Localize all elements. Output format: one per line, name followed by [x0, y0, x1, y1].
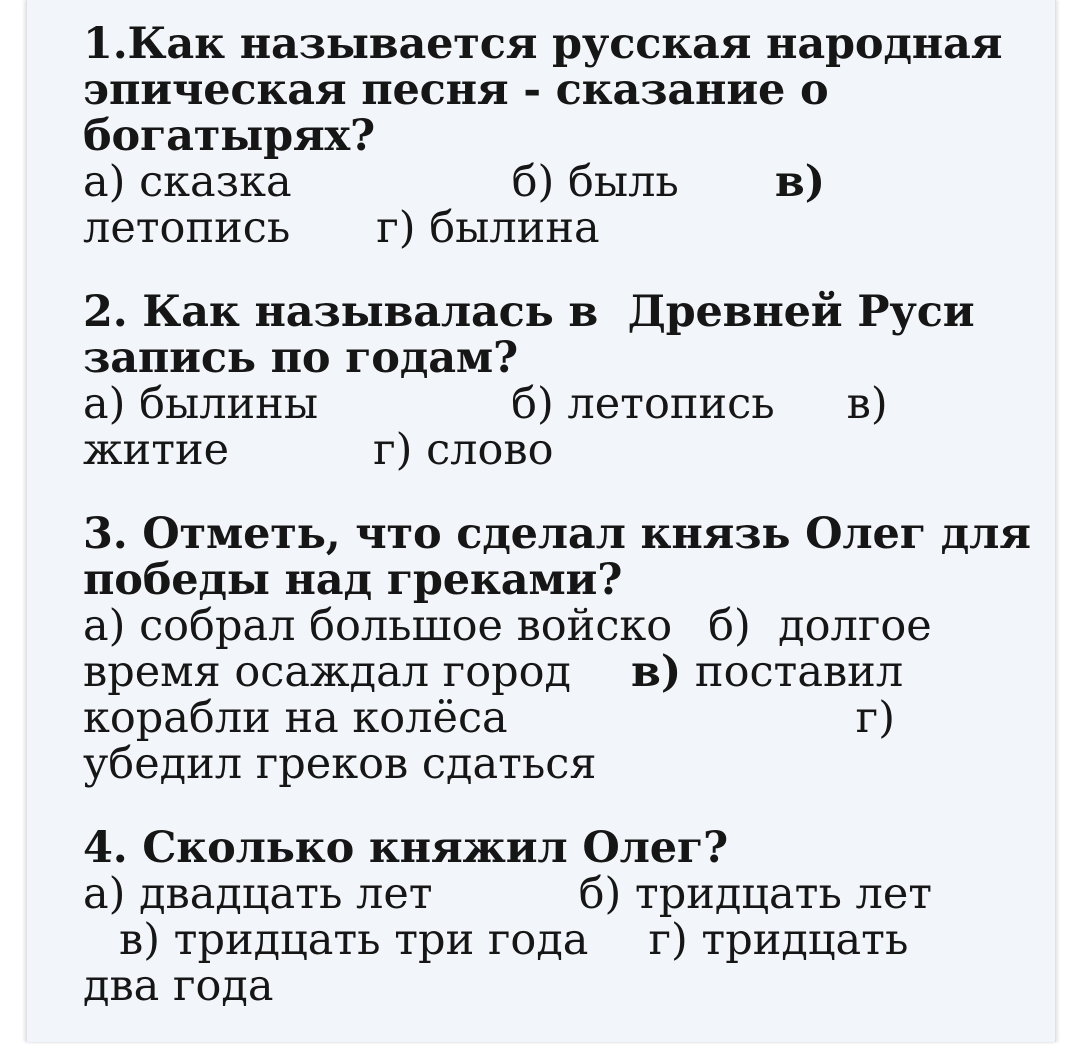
question-title-line: 3. Отметь, что сделал князь Олег для — [83, 509, 1031, 559]
question-title-line: 4. Сколько княжил Олег? — [83, 823, 728, 873]
answer-line — [83, 603, 1003, 649]
question-title-line: запись по годам? — [83, 333, 519, 383]
answer-line — [83, 159, 1003, 205]
answer-b: б) летопись — [511, 379, 775, 429]
answer-a: а) двадцать лет — [83, 869, 433, 919]
question-3 — [83, 509, 1031, 789]
question-4-title — [83, 825, 1003, 871]
answer-c-letter: в) — [631, 647, 682, 697]
question-2 — [83, 289, 1003, 473]
answer-a: а) собрал большое войско — [83, 601, 673, 651]
question-1-title — [83, 21, 1003, 159]
quiz-content — [83, 19, 1031, 1047]
question-2-title — [83, 289, 1003, 381]
document-page — [26, 0, 1056, 1042]
answer-line — [83, 871, 1003, 917]
answer-line — [83, 963, 1003, 1009]
answer-d: г) тридцать — [648, 915, 909, 965]
answer-c-text: поставил — [694, 647, 904, 697]
answer-d: г) слово — [373, 425, 554, 475]
answer-c-cont: корабли на колёса — [83, 693, 508, 743]
answer-c: в) тридцать три года — [119, 915, 589, 965]
answer-line — [83, 649, 1003, 695]
question-title-line: 2. Как называлась в Древней Руси — [83, 287, 975, 337]
answer-c-letter: в) — [774, 157, 826, 207]
answer-d-text: убедил греков сдаться — [83, 739, 597, 789]
answer-c-letter: в) — [846, 379, 888, 429]
answer-c-text: летопись — [83, 203, 291, 253]
answer-b: б) долгое — [708, 601, 932, 651]
answer-d-letter: г) — [855, 693, 895, 743]
question-title-line: богатырях? — [83, 111, 375, 161]
question-4 — [83, 825, 1003, 1009]
answer-line — [83, 695, 1003, 741]
answer-d-cont: два года — [83, 961, 274, 1011]
answer-line — [83, 381, 1003, 427]
answer-line — [83, 427, 1003, 473]
question-1 — [83, 21, 1003, 251]
answer-b: б) быль — [511, 157, 679, 207]
question-title-line: 1.Как называется русская народная — [83, 19, 1003, 69]
question-title-line: эпическая песня - сказание о — [83, 65, 829, 115]
question-title-line: победы над греками? — [83, 555, 623, 605]
answer-c-text: житие — [83, 425, 230, 475]
answer-a: а) сказка — [83, 157, 292, 207]
answer-line — [83, 741, 1003, 787]
question-3-title — [83, 509, 1031, 605]
answer-line — [83, 917, 1003, 963]
answer-b-cont: время осаждал город — [83, 647, 571, 697]
answer-b: б) тридцать лет — [578, 869, 933, 919]
answer-d: г) былина — [376, 203, 600, 253]
answer-line — [83, 205, 1003, 251]
answer-a: а) былины — [83, 379, 319, 429]
